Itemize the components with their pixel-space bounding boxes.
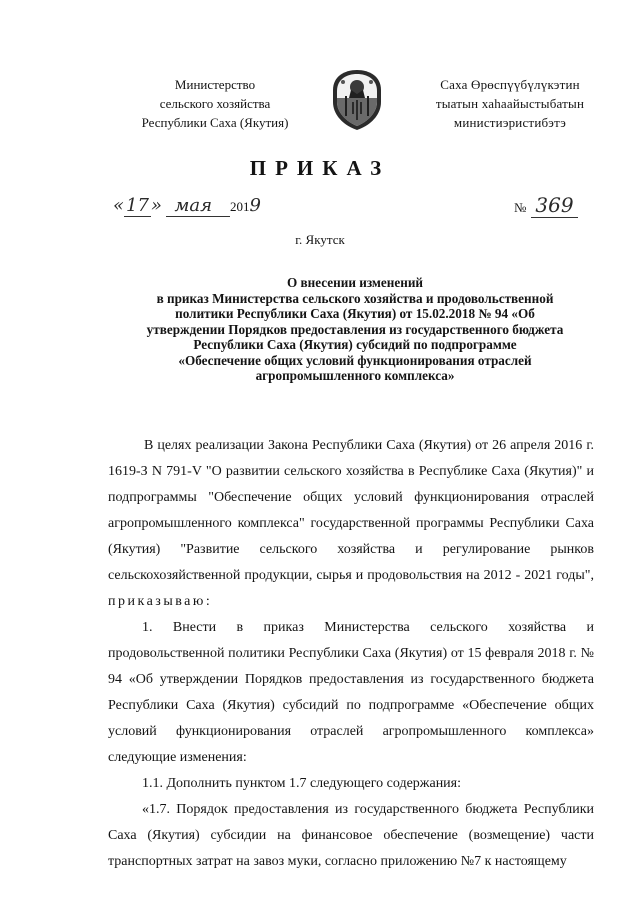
coat-of-arms-emblem: [329, 68, 385, 132]
date-year-prefix: 201: [230, 199, 250, 214]
ministry-yakut-line-2: тыатын хаһаайыстыбатын: [435, 96, 585, 111]
clause-1-1-paragraph: 1.1. Дополнить пунктом 1.7 следующего содержания:: [142, 776, 462, 791]
subject-line: О внесении изменений: [286, 275, 424, 290]
subject-line: в приказ Министерства сельского хозяйства и продовольственной: [156, 290, 554, 306]
clause-1-paragraph: 1. Внести в приказ Министерства сельского хозяйства и продовольственной политики Республики Саха (Якутия) от 15 февраля 2018 г. № 94 «Об утверждении Порядков предоставления из государственного бюджета Республики Саха (Якутия) субсидий по подпрограмме «Обеспечение общих условий функционирования отраслей агропромышленного комплекса» следующие изменения:: [108, 620, 594, 765]
order-subject: [125, 275, 585, 384]
subject-line: агропромышленного комплекса»: [255, 368, 455, 383]
ministry-yakut-line-3: министиэристибэтэ: [453, 115, 567, 130]
order-body: [108, 433, 594, 875]
ministry-line-2: сельского хозяйства: [159, 96, 271, 111]
number-value: 369: [531, 193, 577, 218]
ministry-line-3: Республики Саха (Якутия): [141, 115, 289, 130]
date-year-suffix: 9: [249, 195, 261, 216]
ministry-name-russian: [110, 75, 320, 132]
order-verb: приказываю:: [108, 594, 213, 609]
city-name: г. Якутск: [295, 232, 345, 247]
ministry-yakut-line-1: Саха Өрөспүүбүлүкэтин: [440, 77, 580, 92]
subject-line: политики Республики Саха (Якутия) от 15.02.2018 № 94 «Об: [175, 306, 535, 321]
date-month: мая: [166, 195, 230, 217]
preamble-text: В целях реализации Закона Республики Саха (Якутия) от 26 апреля 2016 г. 1619-З N 791-V "О развитии сельского хозяйства в Республике Саха (Якутия)" и подпрограммы "Обеспечение общих условий функционирования отраслей агропромышленного комплекса" государственной программы Республики Саха (Якутия) "Развитие сельского хозяйства и регулирование рынков сельскохозяйственной продукции, сырья и продовольствия на 2012 - 2021 годы",: [108, 438, 594, 583]
order-date: « 17 » мая 2019: [113, 195, 261, 216]
subject-line: Республики Саха (Якутия) субсидий по подпрограмме: [193, 337, 517, 352]
document-title: ПРИКАЗ: [249, 156, 391, 180]
subject-line: «Обеспечение общих условий функционирования отраслей: [178, 352, 532, 368]
date-day: 17: [126, 195, 149, 216]
subject-line: утверждении Порядков предоставления из государственного бюджета: [146, 321, 564, 337]
number-label: №: [514, 200, 527, 215]
preamble-paragraph: [108, 433, 594, 615]
clause-1-7-paragraph: «1.7. Порядок предоставления из государственного бюджета Республики Саха (Якутия) субсидии на финансовое обеспечение (возмещение) части транспортных затрат на завоз муки, согласно приложению №7 к настоящему: [108, 802, 594, 869]
ministry-name-yakut: [405, 75, 615, 132]
ministry-line-1: Министерство: [174, 77, 256, 92]
order-number: [514, 193, 578, 218]
